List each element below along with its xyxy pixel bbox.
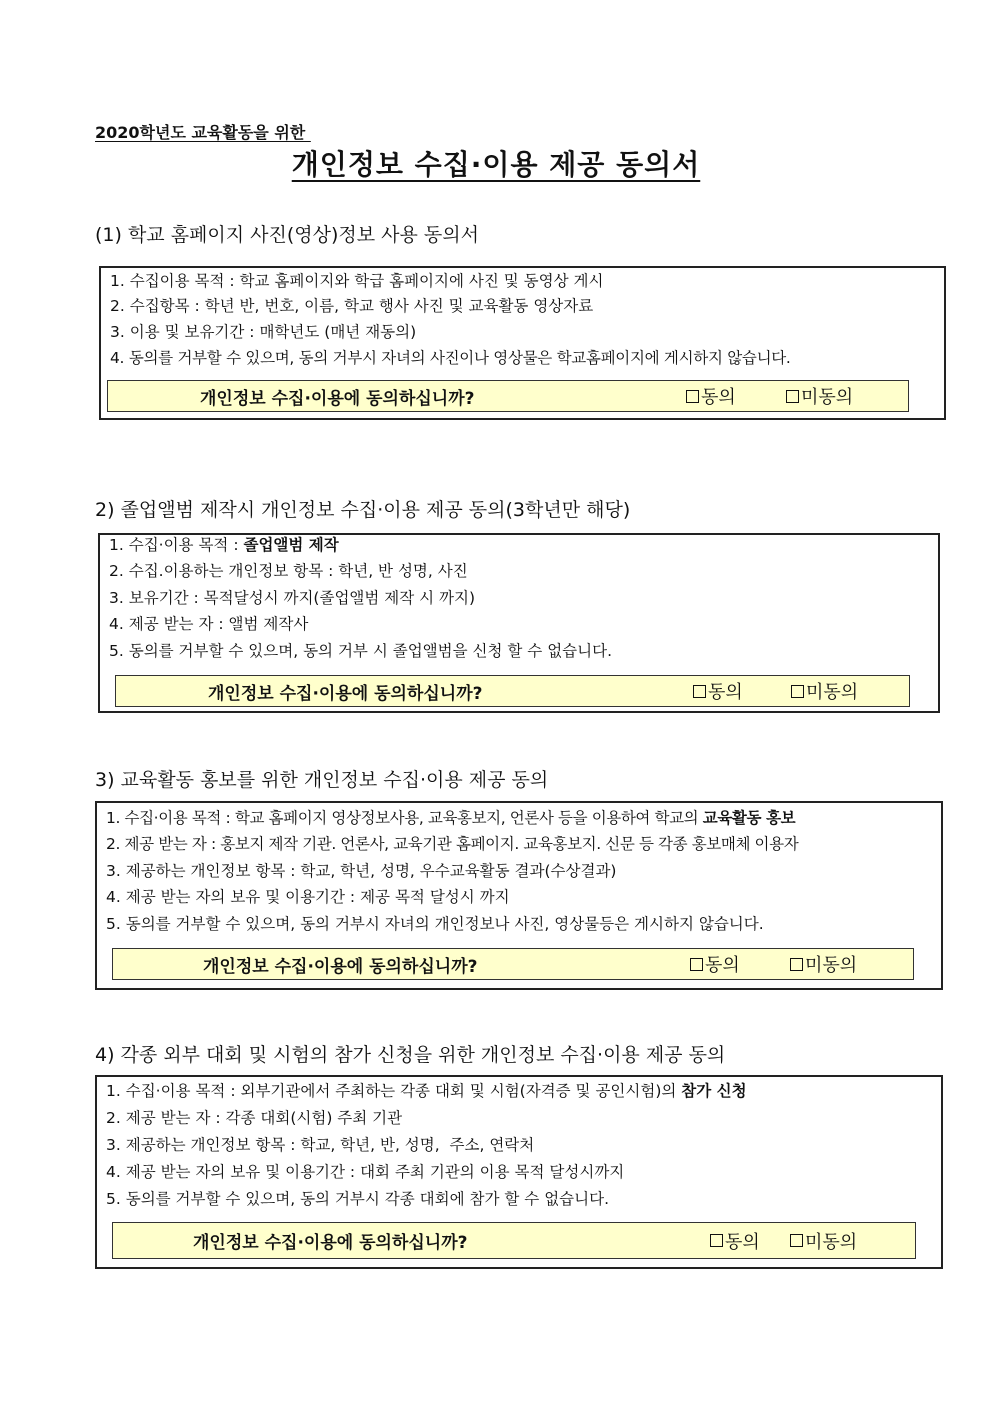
section-3-heading: 3) 교육활동 홍보를 위한 개인정보 수집·이용 제공 동의	[95, 769, 549, 791]
section-1-item-2: 2. 수집항목 : 학년 반, 번호, 이름, 학교 행사 사진 및 교육활동 영상자료	[110, 297, 594, 315]
section-1-agree-option[interactable]	[686, 381, 736, 411]
section-3-item-3: 3. 제공하는 개인정보 항목 : 학교, 학년, 성명, 우수교육활동 결과(수상결과)	[106, 862, 617, 880]
section-2-item-1-text: 1. 수집·이용 목적 :	[109, 536, 244, 554]
section-4-question: 개인정보 수집·이용에 동의하십니까?	[193, 1233, 468, 1253]
section-4-agree-option[interactable]	[710, 1223, 760, 1258]
section-3-agree-checkbox[interactable]	[690, 958, 703, 971]
section-1-heading: (1) 학교 홈페이지 사진(영상)정보 사용 동의서	[95, 224, 479, 246]
section-4-item-1	[106, 1078, 941, 1104]
section-1-item-4: 4. 동의를 거부할 수 있으며, 동의 거부시 자녀의 사진이나 영상물은 학교홈페이지에 게시하지 않습니다.	[110, 349, 791, 367]
section-1-disagree-checkbox[interactable]	[786, 390, 799, 403]
section-4-disagree-option[interactable]	[790, 1223, 857, 1258]
section-1-disagree-label: 미동의	[801, 387, 854, 408]
section-4-box	[95, 1075, 943, 1269]
section-4-item-3: 3. 제공하는 개인정보 항목 : 학교, 학년, 반, 성명, 주소, 연락처	[106, 1136, 535, 1154]
section-2-disagree-label: 미동의	[806, 682, 859, 703]
section-1-item-1: 1. 수집이용 목적 : 학교 홈페이지와 학급 홈페이지에 사진 및 동영상 게시	[110, 272, 604, 290]
section-4-heading: 4) 각종 외부 대회 및 시험의 참가 신청을 위한 개인정보 수집·이용 제공 동의	[95, 1044, 726, 1066]
section-4-item-5: 5. 동의를 거부할 수 있으며, 동의 거부시 각종 대회에 참가 할 수 없습니다.	[106, 1190, 610, 1208]
section-2-item-5: 5. 동의를 거부할 수 있으며, 동의 거부 시 졸업앨범을 신청 할 수 없습니다.	[109, 642, 613, 660]
section-2-item-4: 4. 제공 받는 자 : 앨범 제작사	[109, 615, 309, 633]
section-4-item-4: 4. 제공 받는 자의 보유 및 이용기간 : 대회 주최 기관의 이용 목적 달성시까지	[106, 1163, 625, 1181]
section-2-item-3: 3. 보유기간 : 목적달성시 까지(졸업앨범 제작 시 까지)	[109, 589, 476, 607]
section-2-question: 개인정보 수집·이용에 동의하십니까?	[208, 683, 483, 704]
section-4-item-1-text: 1. 수집·이용 목적 : 외부기관에서 주최하는 각종 대회 및 시험(자격증 및 공인시험)의	[106, 1082, 682, 1100]
section-3-agree-option[interactable]	[690, 949, 740, 979]
section-4-disagree-label: 미동의	[805, 1231, 858, 1253]
section-3-item-1-bold: 교육활동 홍보	[702, 809, 796, 827]
section-3-item-4: 4. 제공 받는 자의 보유 및 이용기간 : 제공 목적 달성시 까지	[106, 888, 510, 906]
section-2-heading: 2) 졸업앨범 제작시 개인정보 수집·이용 제공 동의(3학년만 해당)	[95, 499, 631, 521]
section-4-consent-bar	[112, 1222, 916, 1259]
section-1-box	[99, 266, 946, 420]
section-1-item-3: 3. 이용 및 보유기간 : 매학년도 (매년 재동의)	[110, 323, 417, 341]
section-3-disagree-label: 미동의	[805, 955, 858, 976]
section-4-item-1-bold: 참가 신청	[681, 1082, 747, 1100]
section-2-disagree-option[interactable]	[791, 676, 858, 706]
section-2-disagree-checkbox[interactable]	[791, 685, 804, 698]
section-2-item-1	[109, 532, 934, 558]
section-1-agree-label: 동의	[701, 387, 736, 408]
section-3-consent-bar	[112, 948, 914, 980]
section-3-box	[95, 801, 943, 990]
section-2-agree-option[interactable]	[693, 676, 743, 706]
section-2-item-2: 2. 수집.이용하는 개인정보 항목 : 학년, 반 성명, 사진	[109, 562, 468, 580]
section-3-item-1	[106, 805, 941, 831]
section-4-item-2: 2. 제공 받는 자 : 각종 대회(시험) 주최 기관	[106, 1109, 403, 1127]
document-title	[0, 143, 992, 183]
section-2-consent-bar	[115, 675, 910, 707]
section-1-question: 개인정보 수집·이용에 동의하십니까?	[200, 388, 475, 409]
section-1-disagree-option[interactable]	[786, 381, 853, 411]
document-subtitle: 2020학년도 교육활동을 위한	[95, 123, 311, 142]
section-3-agree-label: 동의	[705, 955, 740, 976]
section-3-item-1-text: 1. 수집·이용 목적 : 학교 홈페이지 영상정보사용, 교육홍보지, 언론사 등을 이용하여 학교의	[106, 809, 703, 827]
section-3-question: 개인정보 수집·이용에 동의하십니까?	[203, 956, 478, 977]
section-2-item-1-bold: 졸업앨범 제작	[243, 536, 339, 554]
section-2-agree-label: 동의	[708, 682, 743, 703]
section-1-agree-checkbox[interactable]	[686, 390, 699, 403]
section-3-disagree-checkbox[interactable]	[790, 958, 803, 971]
section-1-consent-bar	[107, 380, 909, 412]
section-4-disagree-checkbox[interactable]	[790, 1234, 803, 1247]
section-4-agree-checkbox[interactable]	[710, 1234, 723, 1247]
section-3-item-2: 2. 제공 받는 자 : 홍보지 제작 기관. 언론사, 교육기관 홈페이지. 교육홍보지. 신문 등 각종 홍보매체 이용자	[106, 835, 799, 853]
section-4-agree-label: 동의	[725, 1231, 760, 1253]
section-2-box	[98, 533, 940, 713]
section-3-disagree-option[interactable]	[790, 949, 857, 979]
section-3-item-5: 5. 동의를 거부할 수 있으며, 동의 거부시 자녀의 개인정보나 사진, 영상물등은 게시하지 않습니다.	[106, 915, 764, 933]
document-title-text: 개인정보 수집·이용 제공 동의서	[291, 148, 701, 181]
section-2-agree-checkbox[interactable]	[693, 685, 706, 698]
